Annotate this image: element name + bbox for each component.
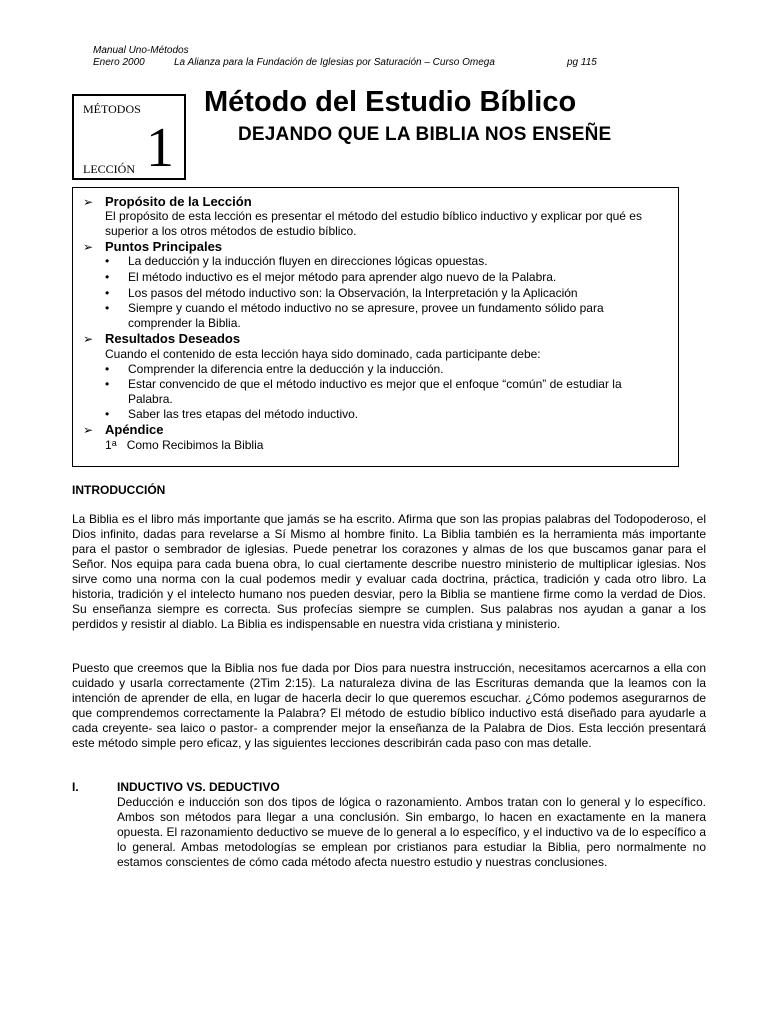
bullet-icon: • bbox=[105, 362, 110, 376]
results-intro: Cuando el contenido de esta lección haya sido dominado, cada participante debe: bbox=[105, 347, 541, 361]
bullet-icon: • bbox=[105, 407, 110, 421]
section-number: I. bbox=[72, 780, 79, 794]
points-heading: ➢ Puntos Principales bbox=[83, 239, 223, 254]
bullet-icon: • bbox=[105, 254, 110, 268]
header-page: pg 115 bbox=[567, 57, 597, 68]
lesson-number: 1 bbox=[146, 117, 174, 179]
purpose-heading: ➢ Propósito de la Lección bbox=[83, 194, 252, 209]
bullet-icon: • bbox=[105, 377, 110, 391]
bullet-icon: • bbox=[105, 301, 110, 315]
appendix-item: 1$^a$ Como Recibimos la Biblia bbox=[105, 438, 264, 452]
appendix-heading: ➢ Apéndice bbox=[83, 422, 164, 437]
header-date: Enero 2000 bbox=[93, 57, 145, 68]
header-manual: Manual Uno-Métodos bbox=[93, 45, 189, 56]
introduction-heading: INTRODUCCIÓN bbox=[72, 483, 166, 497]
section-heading: INDUCTIVO VS. DEDUCTIVO bbox=[117, 780, 280, 794]
results-heading: ➢ Resultados Deseados bbox=[83, 331, 241, 346]
arrow-bullet-icon: ➢ bbox=[83, 195, 94, 209]
lesson-box bbox=[72, 94, 186, 180]
lesson-label: LECCIÓN bbox=[83, 162, 135, 176]
bullet-icon: • bbox=[105, 286, 110, 300]
lesson-category: MÉTODOS bbox=[83, 102, 141, 116]
page-title: Método del Estudio Bíblico bbox=[204, 86, 577, 118]
section-paragraph: Deducción e inducción son dos tipos de lógica o razonamiento. Ambos tratan con lo general y lo específico. Ambos son métodos para llegar a una conclusión. Sin embargo, lo hacen en exactamente en la manera opuesta. El razonamiento deductivo se mueve de lo general a lo específico, y el inductivo va de lo específico a lo general. Ambas metodologías se emplean por cristianos para estudiar la Biblia, pero normalmente no estamos conscientes de cómo cada método afecta nuestro estudio y nuestras conclusiones. bbox=[117, 795, 706, 869]
purpose-text: El propósito de esta lección es presentar el método del estudio bíblico inductivo y explicar por qué es superior a los otros métodos de estudio bíblico. bbox=[105, 209, 642, 238]
arrow-bullet-icon: ➢ bbox=[83, 240, 94, 254]
page-subtitle: DEJANDO QUE LA BIBLIA NOS ENSEÑE bbox=[238, 124, 612, 145]
arrow-bullet-icon: ➢ bbox=[83, 332, 94, 346]
introduction-paragraph: Puesto que creemos que la Biblia nos fue dada por Dios para nuestra instrucción, necesitamos acercarnos a ella con cuidado y usarla correctamente (2Tim 2:15). La naturaleza divina de las Escrituras demanda que la leamos con la intención de aprender de ella, en lugar de hacerla decir lo que queremos escuchar. ¿Cómo podemos asegurarnos de que comprendemos correctamente la Palabra? El método de estudio bíblico inductivo está diseñado para ayudarle a cada creyente- sea laico o pastor- a comprender mejor la enseñanza de la Palabra de Dios. Esta lección presentará este método simple pero eficaz, y las siguientes lecciones describirán cada paso con mas detalle. bbox=[72, 661, 706, 750]
header-line bbox=[93, 57, 613, 69]
bullet-icon: • bbox=[105, 270, 110, 284]
introduction-paragraph: La Biblia es el libro más importante que jamás se ha escrito. Afirma que son las propias palabras del Todopoderoso, el Dios infinito, dadas para revelarse a Sí Mismo al hombre finito. La Biblia también es la herramienta más importante para el pastor o sembrador de iglesias. Puede penetrar los corazones y almas de los que buscamos ganar para el Señor. Nos equipa para cada buena obra, lo cual ciertamente describe nuestro ministerio de multiplicar iglesias. Nos sirve como una norma con la cual podemos medir y evaluar cada doctrina, práctica, tradición y cada otro libro. La historia, tradición y el intelecto humano nos pueden desviar, pero la Biblia se mantiene firme como la verdad de Dios. Su enseñanza siempre es correcta. Sus profecías siempre se cumplen. Sus palabras nos ayudan a ganar a los perdidos y resistir al diablo. La Biblia es indispensable en nuestra vida cristiana y ministerio. bbox=[72, 512, 706, 631]
arrow-bullet-icon: ➢ bbox=[83, 423, 94, 437]
lesson-summary-box: ➢ Propósito de la Lección El propósito de esta lección es presentar el método del estudio bíblico inductivo y explicar por qué es superior a los otros métodos de estudio bíblico. ➢ Puntos Principales • La deducción y la inducción fluyen en direcciones lógicas opuestas. • El método inductivo es el mejor método para aprender algo nuevo de la Palabra. • Los pasos del método inductivo son: la Observación, la Interpretación y la Aplicación • Siempre y cuando el método inductivo no se apresure, provee un fundamento sólido para comprender la Biblia. ➢ Resultados Deseados Cuando el contenido de esta lección haya sido dominado, cada participante debe: • Comprender la diferencia entre la deducción y la inducción. • Estar convencido de que el método inductivo es mejor que el enfoque “común” de estudiar la Palabra. • Saber las tres etapas del método inductivo. ➢ Apéndice 1$^a$ Como Recibimos la Biblia bbox=[72, 187, 679, 467]
header-org: La Alianza para la Fundación de Iglesias por Saturación – Curso Omega bbox=[174, 57, 495, 68]
